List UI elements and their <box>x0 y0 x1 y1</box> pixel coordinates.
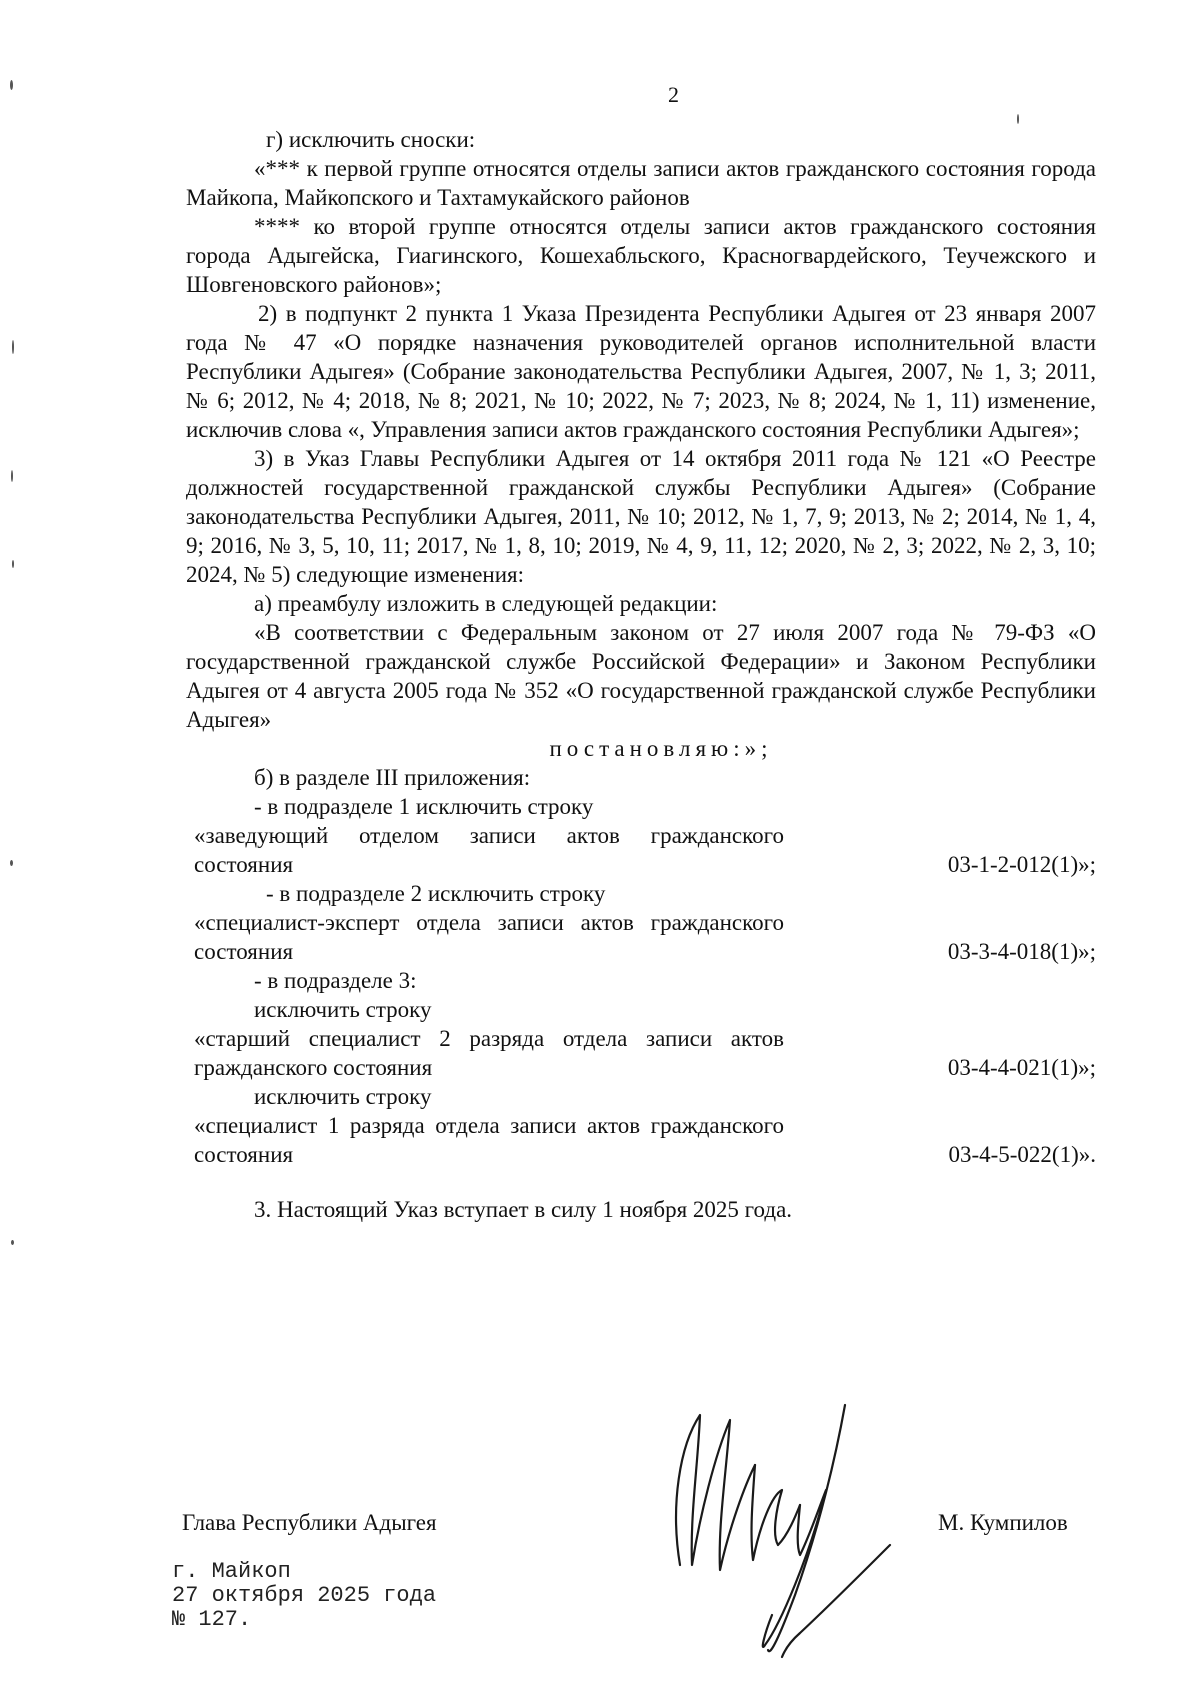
signatory-name: М. Кумпилов <box>938 1510 1068 1535</box>
stamp-number: № 127. <box>172 1607 252 1632</box>
scan-speck <box>11 470 13 482</box>
registry-row-text: «специалист 1 разряда отдела записи актов гражданского состояния <box>194 1113 784 1167</box>
registry-row <box>186 1111 1096 1169</box>
scan-speck <box>11 1240 14 1245</box>
paragraph-exclude-line-1: исключить строку <box>254 997 432 1022</box>
registry-row-code: 03-1-2-012(1)»; <box>947 852 1096 877</box>
issue-stamp <box>172 1560 436 1632</box>
paragraph-sub-b: б) в разделе III приложения: <box>254 765 531 790</box>
signatory-position: Глава Республики Адыгея <box>182 1510 437 1535</box>
registry-row-code: 03-4-5-022(1)». <box>948 1142 1096 1167</box>
scan-speck <box>10 860 13 866</box>
stamp-city: г. Майкоп <box>172 1559 291 1584</box>
paragraph-item-3: 3) в Указ Главы Республики Адыгея от 14 октября 2011 года № 121 «О Реестре должностей государственной гражданской службы Республики Адыгея» (Собрание законодательства Республики Адыгея, 2011, № 10; 2012, № 1, 7, 9; 2013, № 2; 2014, № 1, 4, 9; 2016, № 3, 5, 10, 11; 2017, № 1, 8, 10; 2019, № 4, 9, 11, 12; 2020, № 2, 3; 2022, № 2, 3, 10; 2024, № 5) следующие изменения: <box>186 446 1096 587</box>
paragraph-subsection-3: - в подразделе 3: <box>254 968 417 993</box>
registry-row-text: «заведующий отделом записи актов гражданского состояния <box>194 823 784 877</box>
registry-row-text: «старший специалист 2 разряда отдела записи актов гражданского состояния <box>194 1026 784 1080</box>
scan-speck <box>12 340 14 354</box>
registry-row <box>186 908 1096 966</box>
stamp-date: 27 октября 2025 года <box>172 1583 437 1608</box>
registry-row-code: 03-4-4-021(1)»; <box>947 1055 1096 1080</box>
registry-row <box>186 1024 1096 1082</box>
scan-speck <box>1017 114 1019 124</box>
paragraph-footnotes-heading: г) исключить сноски: <box>266 127 476 152</box>
scan-speck <box>10 80 13 90</box>
document-body <box>186 125 1096 1224</box>
paragraph-preamble: «В соответствии с Федеральным законом от 27 июля 2007 года № 79-ФЗ «О государственной гражданской службе Российской Федерации» и Законом Республики Адыгея от 4 августа 2005 года № 352 «О государственной гражданской службе Республики Адыгея» <box>186 620 1096 732</box>
paragraph-footnote-1: «*** к первой группе относятся отделы записи актов гражданского состояния города Майкопа, Майкопского и Тахтамукайского районов <box>186 156 1096 210</box>
registry-row <box>186 821 1096 879</box>
page-number: 2 <box>668 82 679 107</box>
paragraph-subsection-2: - в подразделе 2 исключить строку <box>266 881 606 906</box>
paragraph-effective-date: 3. Настоящий Указ вступает в силу 1 ноября 2025 года. <box>254 1197 793 1222</box>
paragraph-sub-a: а) преамбулу изложить в следующей редакции: <box>254 591 718 616</box>
paragraph-exclude-line-2: исключить строку <box>254 1084 432 1109</box>
paragraph-item-2: 2) в подпункт 2 пункта 1 Указа Президента Республики Адыгея от 23 января 2007 года № 47 «О порядке назначения руководителей органов исполнительной власти Республики Адыгея» (Собрание законодательства Республики Адыгея, 2007, № 1, 3; 2011, № 6; 2012, № 4; 2018, № 8; 2021, № 10; 2022, № 7; 2023, № 8; 2024, № 1, 11) изменение, исключив слова «, Управления записи актов гражданского состояния Республики Адыгея»; <box>186 301 1096 442</box>
paragraph-footnote-2: **** ко второй группе относятся отделы записи актов гражданского состояния города Адыгейска, Гиагинского, Кошехабльского, Красногвардейского, Теучежского и Шовгеновского районов»; <box>186 214 1096 297</box>
registry-row-code: 03-3-4-018(1)»; <box>947 939 1096 964</box>
registry-row-text: «специалист-эксперт отдела записи актов гражданского состояния <box>194 910 784 964</box>
scan-speck <box>12 560 14 568</box>
paragraph-decree-word: постановляю:»; <box>549 736 773 761</box>
paragraph-subsection-1: - в подразделе 1 исключить строку <box>254 794 594 819</box>
handwritten-signature <box>660 1395 900 1665</box>
